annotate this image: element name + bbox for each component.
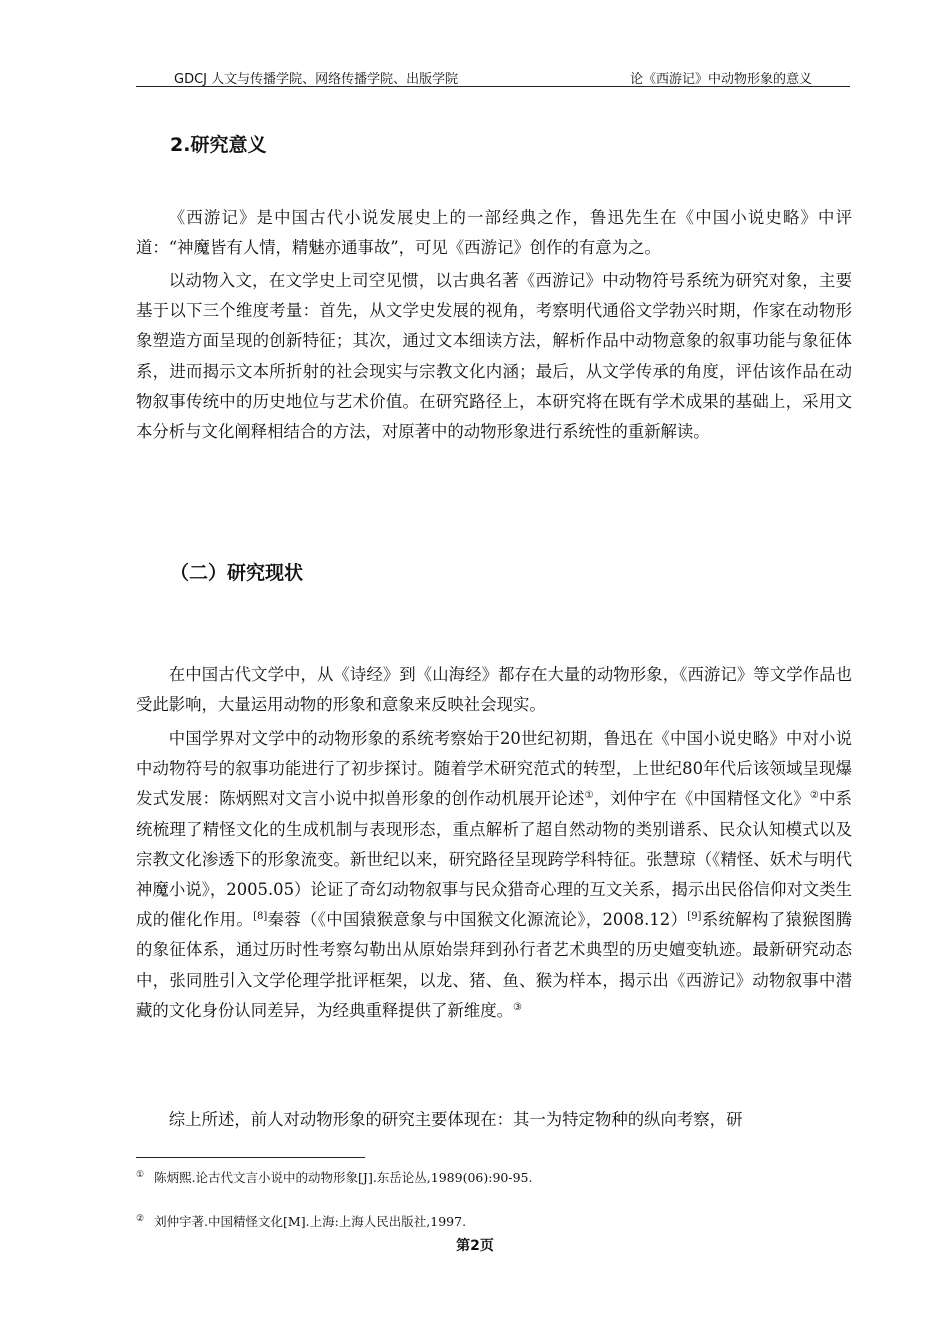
citation-ref[interactable]: [8] — [253, 911, 268, 923]
body-paragraph — [136, 724, 852, 1026]
footnote-separator — [136, 1157, 365, 1158]
footnote-ref[interactable]: ② — [809, 790, 820, 802]
header-institution: GDCJ 人文与传播学院、网络传播学院、出版学院 — [174, 72, 459, 87]
footnote-mark: ① — [136, 1170, 145, 1180]
paragraph-text: ，刘仲宇在《中国精怪文化》 — [593, 789, 810, 809]
paragraph-text: 中系统梳理了精怪文化的生成机制与表现形态，重点解析了超自然动物的类别谱系、民众认知模式以及宗教文化渗透下的形象流变。新世纪以来，研究路径呈现跨学科特征。张慧琼（《精怪、妖术与明代神魔小说》，2005.05）论证了奇幻动物叙事与民众猎奇心理的互文关系，揭示出民俗信仰对文类生成的催化作用。 — [136, 789, 853, 930]
citation-ref[interactable]: [9] — [687, 911, 702, 923]
footnote — [136, 1168, 532, 1186]
footnote-text: 陈炳熙.论古代文言小说中的动物形象[J].东岳论丛,1989(06):90-95. — [154, 1170, 533, 1185]
footnote-ref[interactable]: ① — [584, 790, 594, 802]
body-paragraph: 综上所述，前人对动物形象的研究主要体现在：其一为特定物种的纵向考察，研 — [168, 1110, 743, 1129]
paragraph-text: 中国学界对文学中的动物形象的系统考察始于20世纪初期，鲁迅在《中国小说史略》中对小说中动物符号的叙事功能进行了初步探讨。随着学术研究范式的转型，上世纪80年代后该领域呈现爆发式发展：陈炳熙对文言小说中拟兽形象的创作动机展开论述 — [136, 729, 852, 809]
body-paragraph: 在中国古代文学中，从《诗经》到《山海经》都存在大量的动物形象，《西游记》等文学作品也受此影响，大量运用动物的形象和意象来反映社会现实。 — [136, 665, 852, 715]
paragraph-text: 系统解构了猿猴图腾的象征体系，通过历时性考察勾勒出从原始崇拜到孙行者艺术典型的历史嬗变轨迹。最新研究动态中，张同胜引入文学伦理学批评框架，以龙、猪、鱼、猴为样本，揭示出《西游记》动物叙事中潜藏的文化身份认同差异，为经典重释提供了新维度。 — [136, 910, 853, 1020]
header-paper-title: 论《西游记》中动物形象的意义 — [629, 72, 812, 87]
section-heading-research-status: （二）研究现状 — [170, 562, 304, 584]
body-paragraph: 《西游记》是中国古代小说发展史上的一部经典之作，鲁迅先生在《中国小说史略》中评道：“神魔皆有人情，精魅亦通事故”，可见《西游记》创作的有意为之。 — [136, 208, 852, 258]
footnote-ref[interactable]: ③ — [512, 1001, 522, 1013]
paragraph-text: 秦蓉（《中国猿猴意象与中国猴文化源流论》，2008.12） — [267, 910, 688, 930]
page-number: 第2页 — [456, 1238, 494, 1254]
footnote — [136, 1212, 466, 1230]
footnote-mark: ② — [136, 1214, 145, 1224]
page-header — [136, 66, 850, 87]
section-heading-significance: 2.研究意义 — [170, 134, 267, 156]
body-paragraph: 以动物入文，在文学史上司空见惯，以古典名著《西游记》中动物符号系统为研究对象，主要基于以下三个维度考量：首先，从文学史发展的视角，考察明代通俗文学勃兴时期，作家在动物形象塑造方面呈现的创新特征；其次，通过文本细读方法，解析作品中动物意象的叙事功能与象征体系，进而揭示文本所折射的社会现实与宗教文化内涵；最后，从文学传承的角度，评估该作品在动物叙事传统中的历史地位与艺术价值。在研究路径上，本研究将在既有学术成果的基础上，采用文本分析与文化阐释相结合的方法，对原著中的动物形象进行系统性的重新解读。 — [136, 271, 852, 442]
footnote-text: 刘仲宇著.中国精怪文化[M].上海:上海人民出版社,1997. — [154, 1214, 467, 1229]
